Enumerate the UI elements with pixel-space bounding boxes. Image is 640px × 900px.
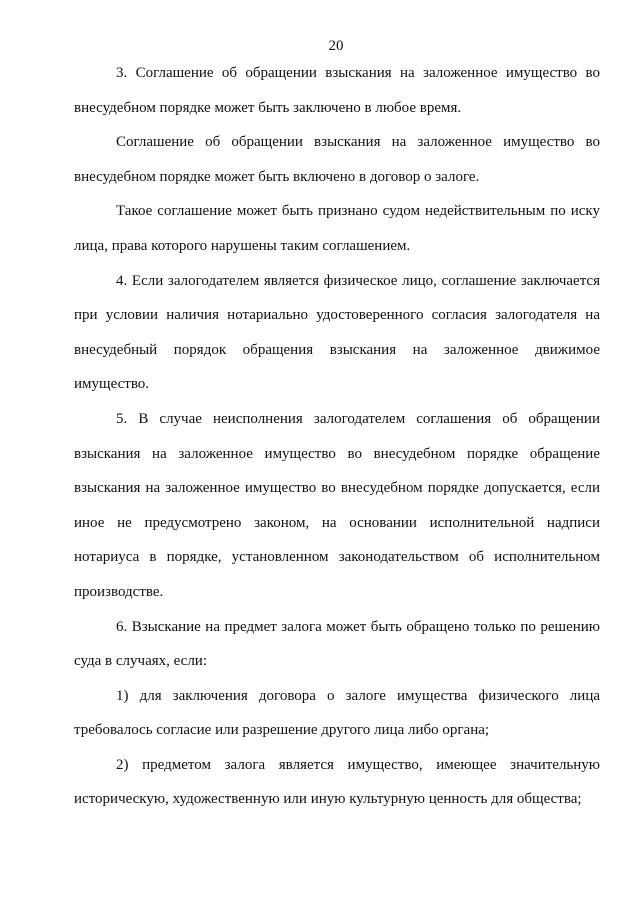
list-item-2: 2) предметом залога является имущество, имеющее значительную историческую, художественную или иную культурную ценность для общества; (74, 756, 600, 808)
paragraph-agreement-invalid: Такое соглашение может быть признано судом недействительным по иску лица, права которого нарушены таким соглашением. (74, 203, 600, 254)
paragraph-4: 4. Если залогодателем является физическое лицо, соглашение заключается при условии наличия нотариально удостоверенного согласия залогодателя на внесудебный порядок обращения взыскания на заложенное движимое имущество. (74, 272, 600, 393)
paragraph-3: 3. Соглашение об обращении взыскания на заложенное имущество во внесудебном порядке может быть заключено в любое время. (74, 65, 600, 116)
page-number: 20 (328, 38, 344, 54)
document-body (74, 56, 600, 817)
paragraph-6: 6. Взыскание на предмет залога может быть обращено только по решению суда в случаях, если: (74, 618, 600, 670)
paragraph-5: 5. В случае неисполнения залогодателем соглашения об обращении взыскания на заложенное имущество во внесудебном порядке обращение взыскания на заложенное имущество во внесудебном порядке допускается, если иное не предусмотрено законом, на основании исполнительной надписи нотариуса в порядке, установленном законодательством об исполнительном производстве. (74, 410, 600, 600)
paragraph-agreement-in-contract: Соглашение об обращении взыскания на заложенное имущество во внесудебном порядке может быть включено в договор о залоге. (74, 134, 600, 185)
list-item-1: 1) для заключения договора о залоге имущества физического лица требовалось согласие или разрешение другого лица либо органа; (74, 687, 600, 739)
